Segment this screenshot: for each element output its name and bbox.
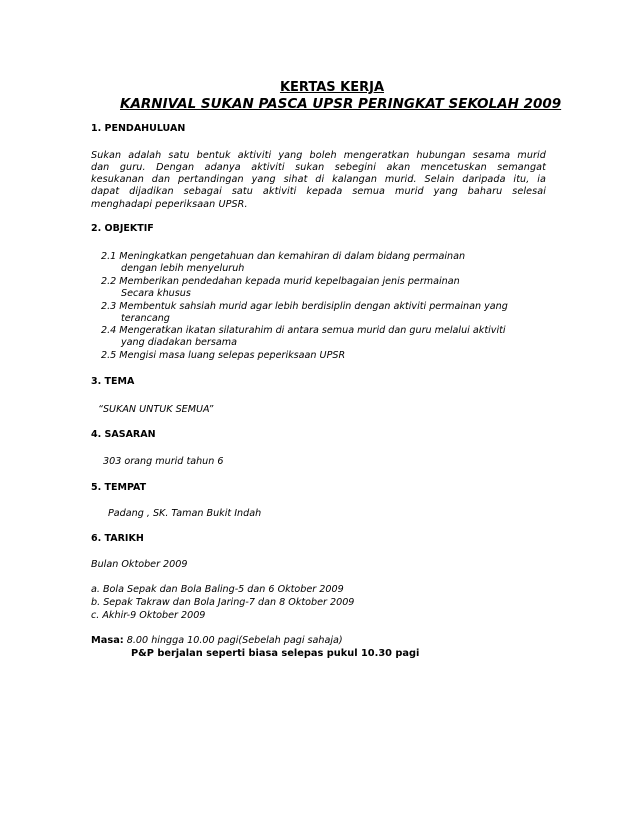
section-heading-objektif: 2. OBJEKTIF — [91, 223, 154, 234]
objective-item-continuation: dengan lebih menyeluruh — [121, 263, 245, 274]
paragraph-line: dapat dijadikan sebagai satu aktiviti kepada semua murid yang baharu selesai — [91, 186, 546, 197]
objective-item-continuation: terancang — [121, 313, 170, 324]
objective-item: 2.3 Membentuk sahsiah murid agar lebih berdisiplin dengan aktiviti permainan yang — [101, 301, 508, 312]
tempat-value: Padang , SK. Taman Bukit Indah — [108, 508, 262, 519]
paragraph-line: Sukan adalah satu bentuk aktiviti yang boleh mengeratkan hubungan sesama murid — [91, 150, 546, 161]
sasaran-value: 303 orang murid tahun 6 — [103, 456, 224, 467]
tarikh-item: a. Bola Sepak dan Bola Baling-5 dan 6 Oktober 2009 — [91, 584, 344, 595]
tarikh-month: Bulan Oktober 2009 — [91, 559, 188, 570]
objective-item: 2.1 Meningkatkan pengetahuan dan kemahiran di dalam bidang permainan — [101, 251, 466, 262]
paragraph-line: menghadapi peperiksaan UPSR. — [91, 199, 248, 210]
masa-value: 8.00 hingga 10.00 pagi(Sebelah pagi sahaja) — [123, 635, 343, 646]
pdp-note: P&P berjalan seperti biasa selepas pukul 10.30 pagi — [131, 648, 420, 659]
section-heading-tempat: 5. TEMPAT — [91, 482, 147, 493]
section-heading-pendahuluan: 1. PENDAHULUAN — [91, 123, 186, 134]
masa-line — [91, 635, 343, 647]
paragraph-line: kesukanan dan pertandingan yang sihat di kalangan murid. Selain daripada itu, ia — [91, 174, 546, 185]
tema-value: “SUKAN UNTUK SEMUA” — [98, 404, 214, 415]
objective-item: 2.2 Memberikan pendedahan kepada murid kepelbagaian jenis permainan — [101, 276, 460, 287]
tarikh-item: c. Akhir-9 Oktober 2009 — [91, 610, 206, 621]
masa-label: Masa: — [91, 635, 124, 646]
document-subtitle: KARNIVAL SUKAN PASCA UPSR PERINGKAT SEKOLAH 2009 — [120, 96, 562, 112]
objective-item: 2.5 Mengisi masa luang selepas peperiksaan UPSR — [101, 350, 346, 361]
section-heading-tema: 3. TEMA — [91, 376, 135, 387]
objective-item: 2.4 Mengeratkan ikatan silaturahim di antara semua murid dan guru melalui aktiviti — [101, 325, 506, 336]
section-heading-tarikh: 6. TARIKH — [91, 533, 144, 544]
objective-item-continuation: yang diadakan bersama — [121, 337, 237, 348]
objective-item-continuation: Secara khusus — [121, 288, 191, 299]
paragraph-line: dan guru. Dengan adanya aktiviti sukan sebegini akan mencetuskan semangat — [91, 162, 546, 173]
document-title: KERTAS KERJA — [279, 80, 385, 95]
section-heading-sasaran: 4. SASARAN — [91, 429, 156, 440]
tarikh-item: b. Sepak Takraw dan Bola Jaring-7 dan 8 Oktober 2009 — [91, 597, 355, 608]
